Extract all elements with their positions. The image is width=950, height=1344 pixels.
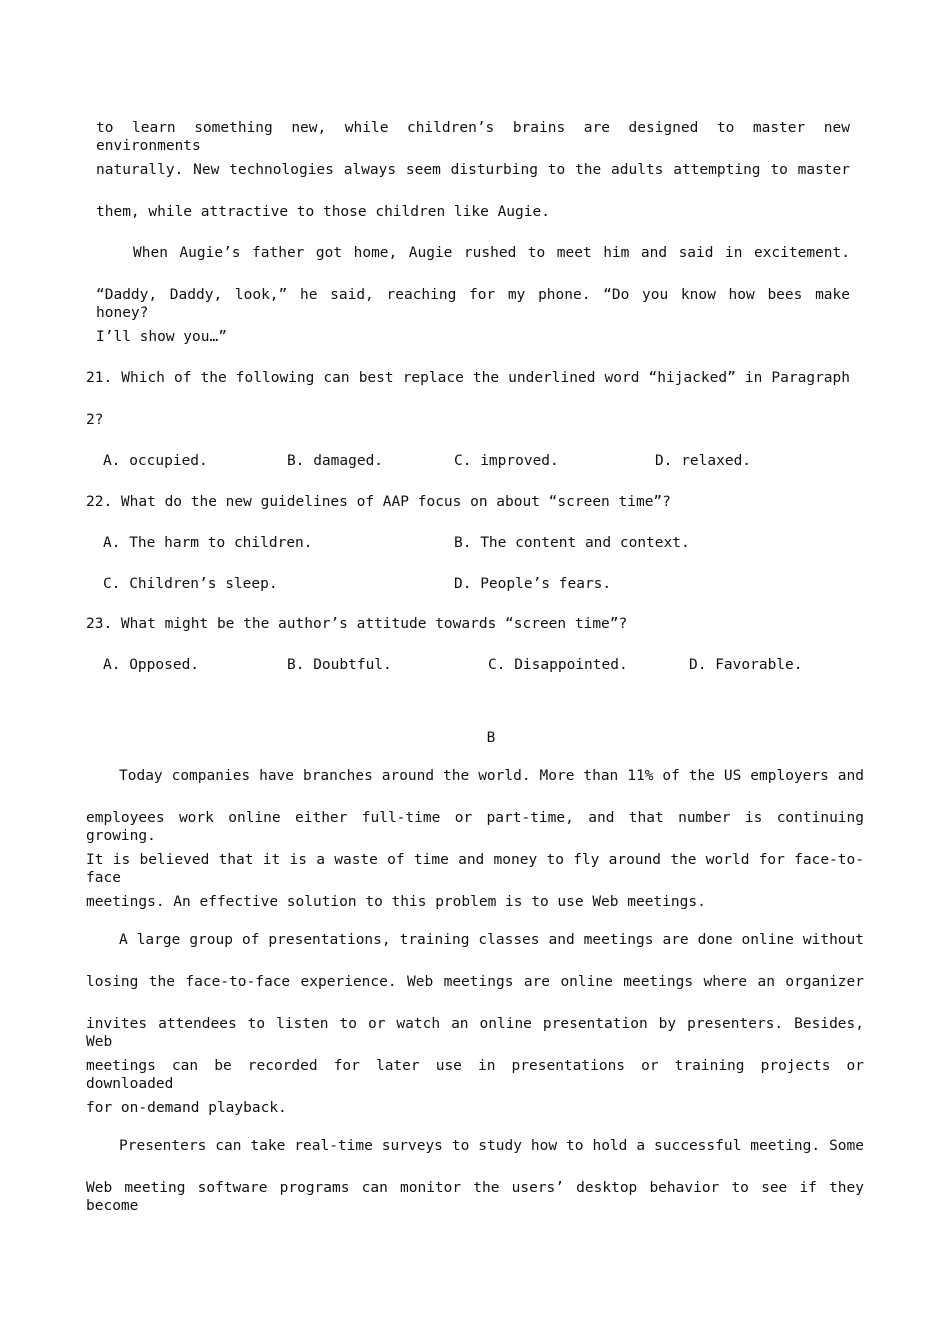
question-23-option-c[interactable]: C. Disappointed.: [488, 657, 628, 673]
question-23-stem: 23. What might be the author’s attitude towards “screen time”?: [86, 616, 628, 632]
passage-line: invites attendees to listen to or watch an online presentation by presenters. Besides, Web: [86, 1016, 864, 1050]
question-21-option-b[interactable]: B. damaged.: [287, 453, 384, 469]
question-23-option-d[interactable]: D. Favorable.: [689, 657, 803, 673]
question-21-option-c[interactable]: C. improved.: [454, 453, 559, 469]
question-22-option-a[interactable]: A. The harm to children.: [103, 535, 313, 551]
passage-line: “Daddy, Daddy, look,” he said, reaching for my phone. “Do you know how bees make honey?: [96, 287, 850, 321]
passage-line: meetings can be recorded for later use in presentations or training projects or downloaded: [86, 1058, 864, 1092]
question-21-stem-cont: 2?: [86, 412, 104, 428]
passage-line: Presenters can take real-time surveys to study how to hold a successful meeting. Some: [119, 1138, 864, 1154]
question-21-option-a[interactable]: A. occupied.: [103, 453, 208, 469]
question-23-option-b[interactable]: B. Doubtful.: [287, 657, 392, 673]
passage-line: meetings. An effective solution to this problem is to use Web meetings.: [86, 894, 706, 910]
passage-line: When Augie’s father got home, Augie rushed to meet him and said in excitement.: [133, 245, 850, 261]
passage-line: A large group of presentations, training classes and meetings are done online without: [119, 932, 864, 948]
question-23-option-a[interactable]: A. Opposed.: [103, 657, 200, 673]
passage-line: Today companies have branches around the world. More than 11% of the US employers and: [119, 768, 864, 784]
passage-line: for on-demand playback.: [86, 1100, 287, 1116]
passage-line: Web meeting software programs can monitor the users’ desktop behavior to see if they become: [86, 1180, 864, 1214]
passage-line: to learn something new, while children’s brains are designed to master new environments: [96, 120, 850, 154]
passage-line: naturally. New technologies always seem disturbing to the adults attempting to master: [96, 162, 850, 178]
passage-line: I’ll show you…”: [96, 329, 227, 345]
question-22-option-c[interactable]: C. Children’s sleep.: [103, 576, 278, 592]
passage-line: them, while attractive to those children like Augie.: [96, 204, 550, 220]
question-22-stem: 22. What do the new guidelines of AAP focus on about “screen time”?: [86, 494, 671, 510]
question-22-option-b[interactable]: B. The content and context.: [454, 535, 690, 551]
section-heading: B: [486, 730, 496, 746]
question-21-stem: 21. Which of the following can best replace the underlined word “hijacked” in Paragraph: [86, 370, 850, 386]
passage-line: losing the face-to-face experience. Web meetings are online meetings where an organizer: [86, 974, 864, 990]
passage-line: It is believed that it is a waste of time and money to fly around the world for face-to-face: [86, 852, 864, 886]
question-22-option-d[interactable]: D. People’s fears.: [454, 576, 612, 592]
passage-line: employees work online either full-time or part-time, and that number is continuing growing.: [86, 810, 864, 844]
question-21-option-d[interactable]: D. relaxed.: [655, 453, 752, 469]
